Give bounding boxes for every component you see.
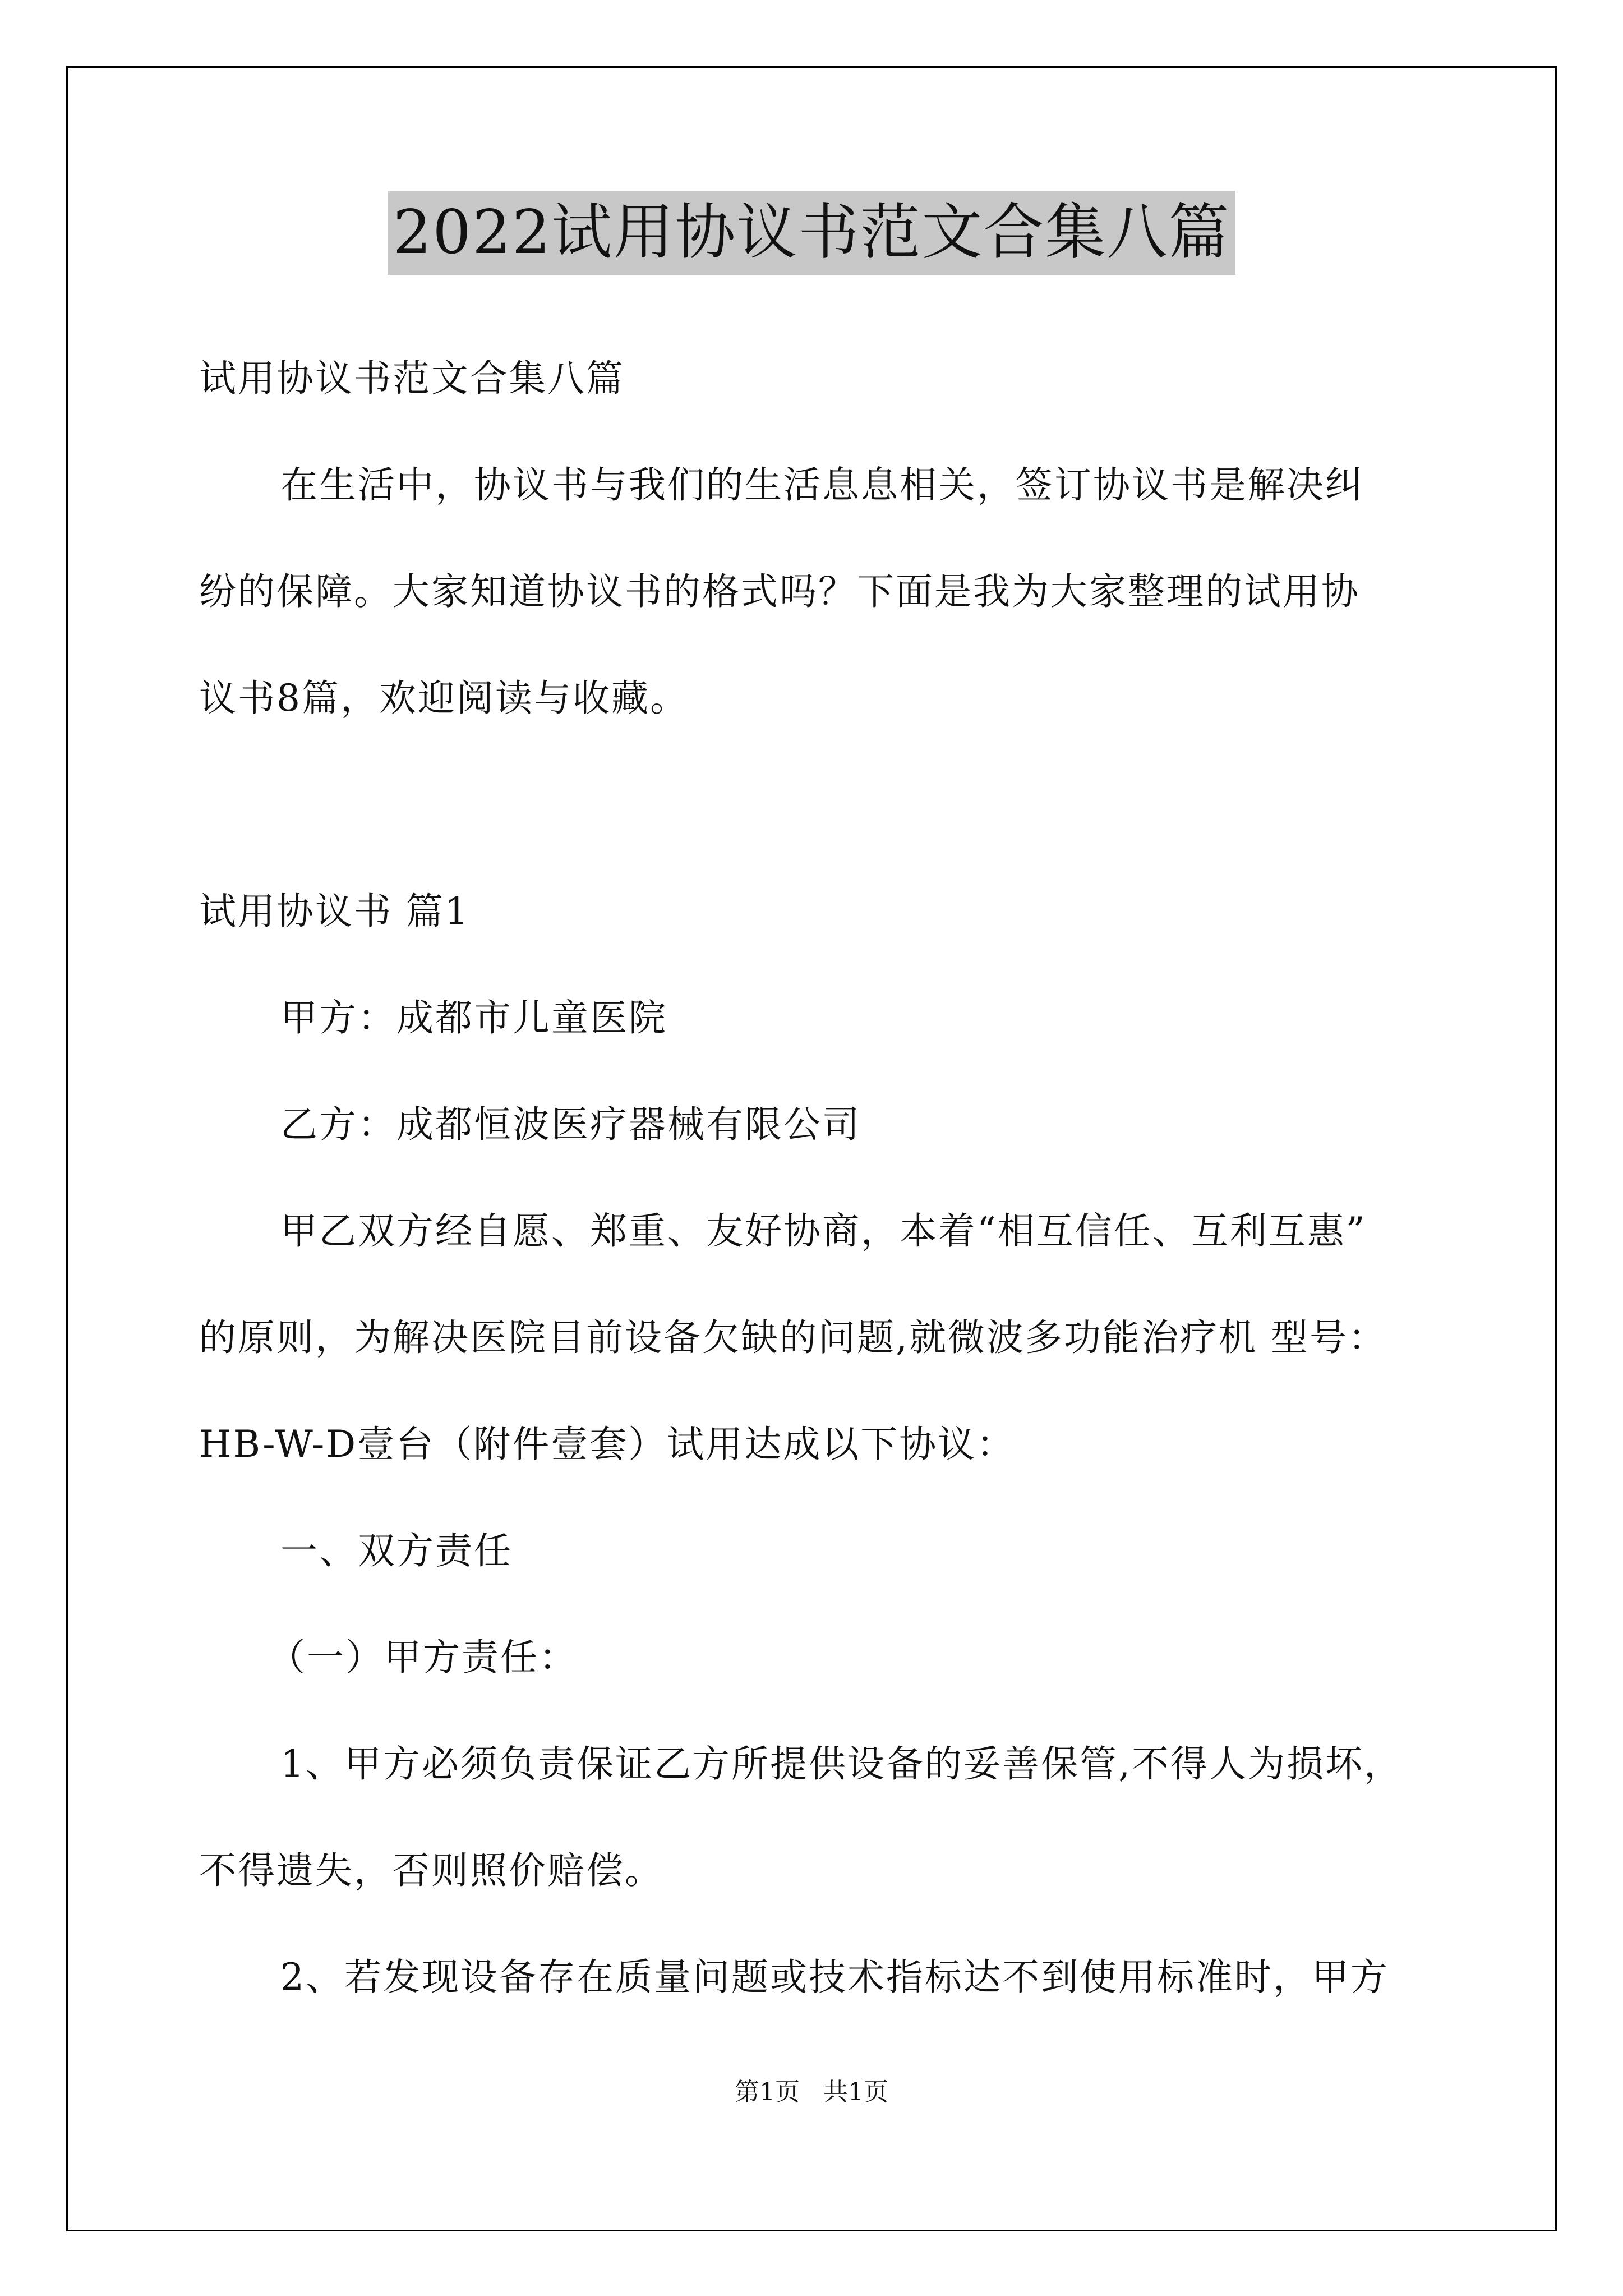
paragraph-line: 议书8篇，欢迎阅读与收藏。 xyxy=(199,677,689,720)
document-title: 2022试用协议书范文合集八篇 xyxy=(388,191,1236,275)
section-heading: 试用协议书 篇1 xyxy=(199,890,470,933)
clause-subheading: （一）甲方责任： xyxy=(268,1636,578,1679)
paragraph-line: 甲乙双方经自愿、郑重、友好协商，本着“相互信任、互利互惠” xyxy=(280,1209,1367,1253)
clause-item: 1、甲方必须负责保证乙方所提供设备的妥善保管,不得人为损坏， xyxy=(280,1742,1403,1786)
paragraph-line: 在生活中，协议书与我们的生活息息相关，签订协议书是解决纠 xyxy=(280,463,1364,507)
paragraph-line: 纷的保障。大家知道协议书的格式吗？下面是我为大家整理的试用协 xyxy=(199,570,1360,613)
paragraph-line: 的原则，为解决医院目前设备欠缺的问题,就微波多功能治疗机 型号： xyxy=(199,1316,1387,1359)
clause-item-continued: 不得遗失，否则照价赔偿。 xyxy=(199,1849,663,1892)
clause-heading: 一、双方责任 xyxy=(280,1529,513,1572)
paragraph-line: HB-W-D壹台（附件壹套）试用达成以下协议： xyxy=(199,1423,1016,1466)
clause-item: 2、若发现设备存在质量问题或技术指标达不到使用标准时，甲方 xyxy=(280,1955,1389,1999)
page-footer: 第1页 共1页 xyxy=(735,2078,888,2106)
subtitle-line: 试用协议书范文合集八篇 xyxy=(199,357,625,400)
party-a-line: 甲方：成都市儿童医院 xyxy=(280,996,667,1039)
party-b-line: 乙方：成都恒波医疗器械有限公司 xyxy=(280,1103,861,1146)
title-container xyxy=(0,191,1623,275)
